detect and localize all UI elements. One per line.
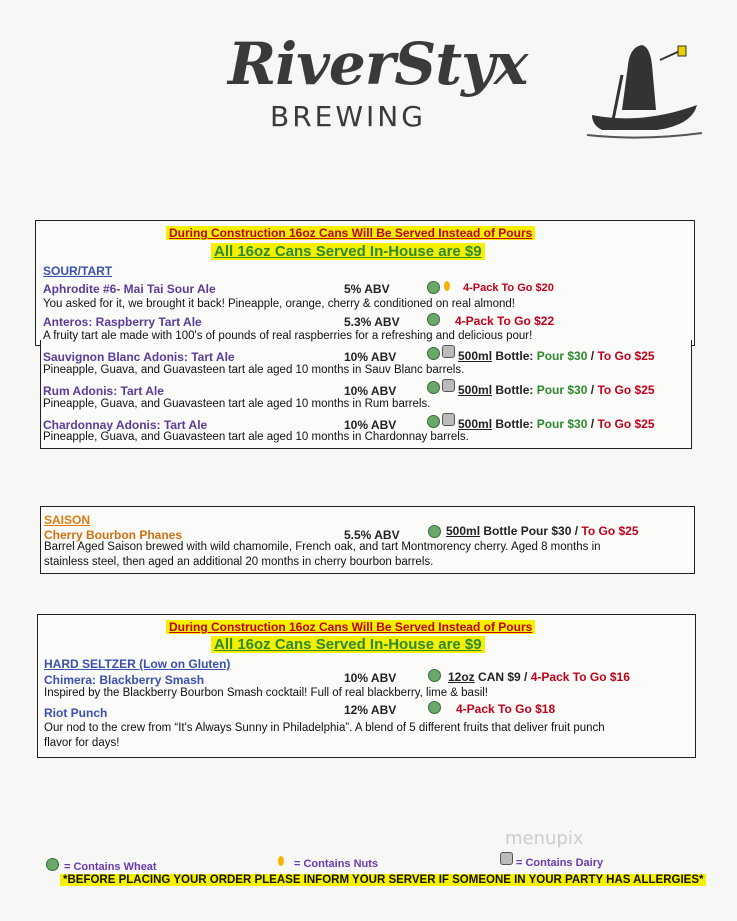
allergy-warning: *BEFORE PLACING YOUR ORDER PLEASE INFORM YOUR SERVER IF SOMEONE IN YOUR PARTY HAS ALLERGIES* [60,874,706,886]
sour-tart-heading: SOUR/TART [43,264,113,278]
to-go-price: To Go $25 [597,383,655,397]
dairy-legend: = Contains Dairy [516,857,604,869]
seltzer-pack-price: 4-Pack To Go $16 [530,670,630,684]
can-price [448,670,630,684]
to-go-price: To Go $25 [597,417,655,431]
dairy-icon [442,379,455,392]
brand-subtitle: BREWING [270,100,426,133]
beer-name: Chardonnay Adonis: Tart Ale [43,418,208,432]
beer-name: Rum Adonis: Tart Ale [43,384,164,398]
construction-notice: During Construction 16oz Cans Will Be Served Instead of Pours [166,620,535,634]
wheat-icon [427,415,440,428]
beer-abv: 10% ABV [344,418,397,432]
beer-description: Pineapple, Guava, and Guavasteen tart ale aged 10 months in Rum barrels. [43,398,431,410]
can-size: 12oz [448,670,475,684]
bottle-size: 500ml [458,349,493,363]
seltzer-pack-price: 4-Pack To Go $18 [456,702,556,716]
watermark: menupix [505,828,584,849]
seltzer-abv: 12% ABV [344,703,397,717]
wheat-icon [427,381,440,394]
wheat-icon [428,669,441,682]
nuts-legend: = Contains Nuts [294,858,379,870]
beer-pack-price: 4-Pack To Go $22 [455,314,555,328]
bottle-label: Bottle: [495,383,534,397]
bottle-price: 500ml Bottle: Pour $30 / To Go $25 [458,349,655,363]
brand-logo: RiverStyx [228,30,528,98]
beer-name: Cherry Bourbon Phanes [44,528,183,542]
pour-price: Pour $30 [536,417,588,431]
nut-icon [444,281,450,291]
bottle-label: Bottle: [495,349,534,363]
dairy-icon [442,345,455,358]
pour-price: Pour $30 [536,383,588,397]
seltzer-name: Riot Punch [44,706,108,720]
seltzer-name: Chimera: Blackberry Smash [44,673,205,687]
wheat-legend: = Contains Wheat [64,861,157,873]
bottle-size: 500ml [446,524,481,538]
beer-name: Sauvignon Blanc Adonis: Tart Ale [43,350,235,364]
beer-abv: 10% ABV [344,350,397,364]
seltzer-description: flavor for days! [44,737,120,749]
bottle-size: 500ml [458,383,493,397]
beer-description: You asked for it, we brought it back! Pineapple, orange, cherry & conditioned on real almond! [43,298,516,310]
pour-price: Pour $30 [536,349,588,363]
beer-abv: 5% ABV [344,282,390,296]
beer-abv: 10% ABV [344,384,397,398]
bottle-price: 500ml Bottle: Pour $30 / To Go $25 [458,417,655,431]
cans-price-notice: All 16oz Cans Served In-House are $9 [211,243,485,260]
beer-name: Anteros: Raspberry Tart Ale [43,315,202,329]
wheat-icon [427,347,440,360]
beer-abv: 5.5% ABV [344,528,400,542]
hard-seltzer-heading: HARD SELTZER (Low on Gluten) [44,657,231,671]
seltzer-abv: 10% ABV [344,671,397,685]
bottle-price [446,524,639,538]
bottle-label: Bottle Pour $30 / [483,524,579,538]
bottle-label: Bottle: [495,417,534,431]
ferryman-boat-icon [582,40,712,145]
beer-description: Barrel Aged Saison brewed with wild chamomile, French oak, and tart Montmorency cherry. Aged 8 months in [44,541,601,553]
beer-abv: 5.3% ABV [344,315,400,329]
wheat-icon [427,281,440,294]
seltzer-description: Inspired by the Blackberry Bourbon Smash cocktail! Full of real blackberry, lime & basil! [44,687,489,699]
bottle-size: 500ml [458,417,493,431]
beer-description: Pineapple, Guava, and Guavasteen tart ale aged 10 months in Chardonnay barrels. [43,431,469,443]
seltzer-description: Our nod to the crew from “It's Always Sunny in Philadelphia”. A blend of 5 different fruits that deliver fruit punch [44,722,605,734]
to-go-price: To Go $25 [581,524,639,538]
wheat-icon [428,701,441,714]
wheat-icon [428,525,441,538]
dairy-icon [442,413,455,426]
cans-price-notice: All 16oz Cans Served In-House are $9 [211,636,485,653]
wheat-icon [46,858,59,871]
beer-description: Pineapple, Guava, and Guavasteen tart ale aged 10 months in Sauv Blanc barrels. [43,364,465,376]
saison-heading: SAISON [44,513,91,527]
wheat-icon [427,313,440,326]
to-go-price: To Go $25 [597,349,655,363]
nut-icon [278,856,284,866]
beer-description: stainless steel, then aged an additional 20 months in cherry bourbon barrels. [44,556,434,568]
beer-name: Aphrodite #6- Mai Tai Sour Ale [43,282,216,296]
beer-description: A fruity tart ale made with 100's of pounds of real raspberries for a refreshing and delicious pour! [43,330,533,342]
can-label: CAN $9 / [478,670,528,684]
beer-pack-price: 4-Pack To Go $20 [463,282,554,294]
dairy-icon [500,852,513,865]
bottle-price: 500ml Bottle: Pour $30 / To Go $25 [458,383,655,397]
construction-notice: During Construction 16oz Cans Will Be Served Instead of Pours [166,226,535,240]
